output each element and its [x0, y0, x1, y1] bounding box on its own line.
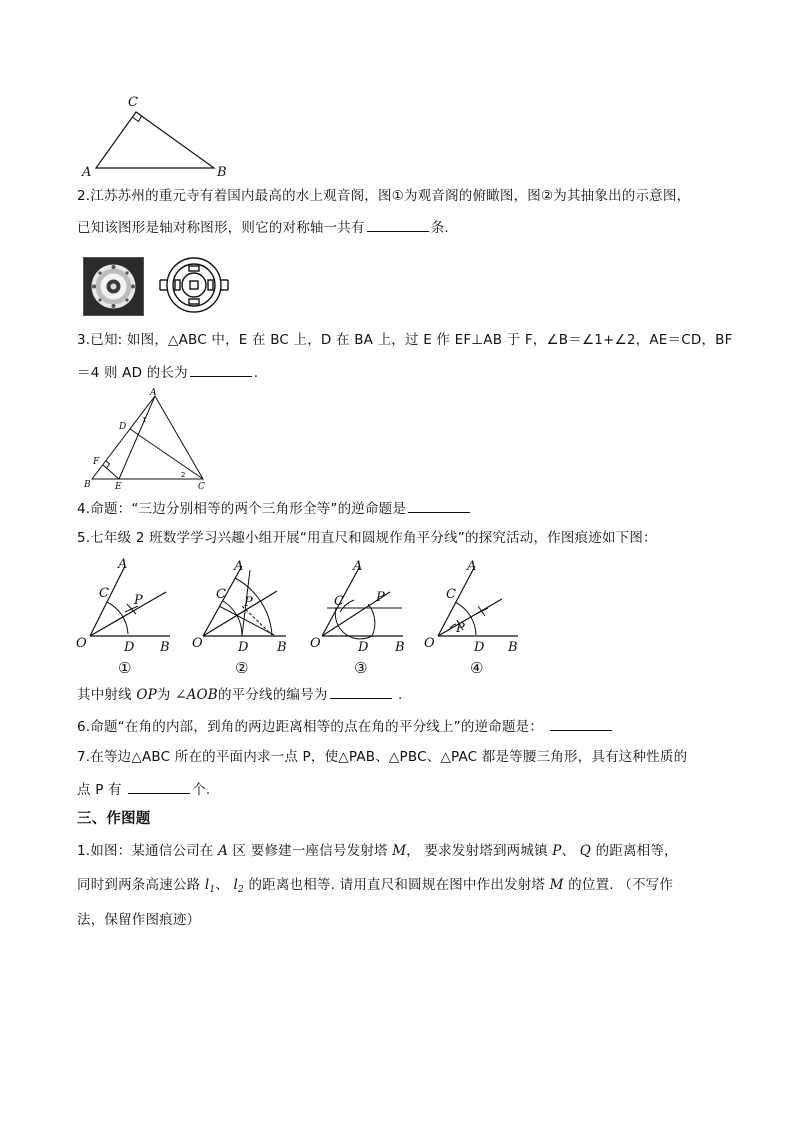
fig2-label-o: O	[192, 636, 203, 651]
q2-line1: 2.江苏苏州的重元寺有着国内最高的水上观音阁，图①为观音阁的俯瞰图，图②为其抽象出的示意图，	[77, 188, 691, 204]
fig1-label-c: C	[99, 586, 109, 601]
fig2-label-d: D	[238, 640, 249, 655]
fig1-number: ①	[118, 659, 132, 677]
p1-text-f: 同时到两条高速公路	[77, 877, 201, 893]
q5-answer-mid2: 的平分线的编号为	[217, 687, 328, 703]
fig3-label-b: B	[395, 640, 405, 655]
fig4-number: ④	[470, 659, 484, 677]
p1-text-d: 、	[561, 843, 576, 859]
fig1-label-o: O	[76, 636, 87, 651]
fig4-label-o: O	[424, 636, 435, 651]
p1-text-i: 的位置. （不写作	[568, 877, 674, 893]
p1-text-b: 区 要修建一座信号发射塔	[232, 843, 388, 859]
q3-text-after: .	[253, 365, 259, 381]
label-d: D	[119, 422, 127, 432]
symbol-l2: $l_2$	[233, 877, 244, 895]
perpendicular-mark	[106, 461, 110, 468]
q4-text: 4.命题：“三边分别相等的两个三角形全等”的逆命题是	[77, 501, 407, 517]
guanyin-aerial-photo	[83, 257, 144, 316]
p1-line3: 法，保留作图痕迹）	[77, 912, 201, 928]
q5-answer-blank[interactable]	[330, 684, 392, 699]
fig4-label-a: A	[467, 559, 477, 574]
label-a: A	[82, 165, 92, 178]
q3-line2	[77, 362, 258, 382]
p1-text-g: 、	[215, 877, 229, 893]
q7-line2	[77, 779, 210, 799]
q3-answer-blank[interactable]	[190, 362, 252, 377]
q7-line1: 7.在等边△ABC 所在的平面内求一点 P，使△PAB、△PBC、△PAC 都是等腰三角形，具有这种性质的	[77, 749, 688, 765]
p1-text-h: 的距离也相等. 请用直尺和圆规在图中作出发射塔	[248, 877, 546, 893]
label-c: C	[128, 95, 138, 110]
right-triangle-figure	[80, 92, 230, 178]
q6-text: 6.命题“在角的内部，到角的两边距离相等的点在角的平分线上”的逆命题是：	[77, 719, 544, 735]
figure-1	[90, 566, 170, 636]
q2-answer-blank[interactable]	[367, 217, 429, 232]
fig3-label-c: C	[334, 594, 344, 609]
segment-dc	[130, 429, 203, 479]
fig1-label-p: P	[134, 593, 143, 608]
symbol-l1: $l_1$	[204, 877, 216, 895]
p1-line2	[77, 876, 673, 899]
fig3-label-p: P	[376, 590, 385, 605]
q6-answer-blank[interactable]	[550, 716, 612, 731]
p1-text-e: 的距离相等，	[595, 843, 678, 859]
q2-line2	[77, 217, 449, 237]
q5-answer-mid1: 为	[156, 687, 171, 703]
q7-text-before: 点 P 有	[77, 782, 122, 798]
symbol-m-2: M	[549, 877, 564, 893]
fig3-number: ③	[354, 659, 368, 677]
label-angle-1: 1	[142, 416, 147, 424]
label-b: B	[217, 165, 227, 178]
q7-text-after: 个.	[192, 782, 211, 798]
q5-angle-bisector-figures	[72, 556, 532, 680]
fig1-label-a: A	[118, 557, 128, 572]
q5-answer-line	[77, 684, 403, 704]
fig1-label-d: D	[124, 640, 135, 655]
fig3-label-a: A	[353, 559, 363, 574]
aerial-photo-icon	[84, 258, 143, 315]
fig4-label-b: B	[508, 640, 518, 655]
fig4-label-c: C	[446, 587, 456, 602]
q4-answer-blank[interactable]	[408, 498, 470, 513]
q5-line: 5.七年级 2 班数学学习兴趣小组开展“用直尺和圆规作角平分线”的探究活动，作图痕迹如下图：	[77, 530, 657, 546]
label-b: B	[84, 480, 91, 490]
section-heading: 三、作图题	[77, 811, 151, 827]
fig1-label-b: B	[160, 640, 170, 655]
segment-ef	[103, 465, 119, 479]
fig3-label-d: D	[358, 640, 369, 655]
q3-text-before: ＝4 则 AD 的长为	[77, 365, 188, 381]
q2-text-before: 已知该图形是轴对称图形，则它的对称轴一共有	[77, 220, 365, 236]
fig2-label-a: A	[234, 559, 244, 574]
segment-ae	[119, 396, 155, 479]
label-f: F	[93, 457, 100, 467]
q7-answer-blank[interactable]	[128, 779, 190, 794]
q3-triangle-figure	[82, 386, 212, 492]
triangle-abc	[96, 112, 214, 168]
q3-line1: 3.已知: 如图，△ABC 中，E 在 BC 上，D 在 BA 上，过 E 作 EF⊥AB 于 F，∠B＝∠1+∠2，AE＝CD，BF	[77, 332, 733, 348]
q5-answer-before: 其中射线	[77, 687, 132, 703]
label-angle-2: 2	[181, 471, 186, 479]
q4-line	[77, 498, 472, 518]
symbol-m: M	[392, 843, 407, 859]
label-e: E	[115, 482, 122, 492]
p1-line1	[77, 842, 678, 860]
fig2-label-p: P	[244, 595, 253, 610]
q2-text-after: 条.	[430, 220, 449, 236]
p1-text-a: 1.如图：某通信公司在	[77, 843, 214, 859]
symbol-q: Q	[579, 843, 592, 859]
q6-line	[77, 716, 614, 736]
triangle-abc	[92, 396, 203, 479]
fig4-label-d: D	[474, 640, 485, 655]
symbol-p: P	[552, 843, 562, 859]
symbol-a: A	[218, 843, 229, 859]
q5-answer-after: .	[398, 687, 403, 703]
right-angle-mark	[133, 116, 142, 122]
p1-text-c: ， 要求发射塔到两城镇	[406, 843, 548, 859]
fig3-label-o: O	[310, 636, 321, 651]
fig2-label-c: C	[216, 587, 226, 602]
fig4-label-p: P	[456, 621, 465, 636]
label-a: A	[150, 388, 157, 398]
fig2-number: ②	[235, 659, 249, 677]
fig2-label-b: B	[277, 640, 287, 655]
angle-aob: ∠AOB	[175, 687, 218, 703]
ray-op: OP	[136, 687, 157, 703]
guanyin-diagram	[158, 254, 230, 316]
label-c: C	[198, 482, 205, 492]
